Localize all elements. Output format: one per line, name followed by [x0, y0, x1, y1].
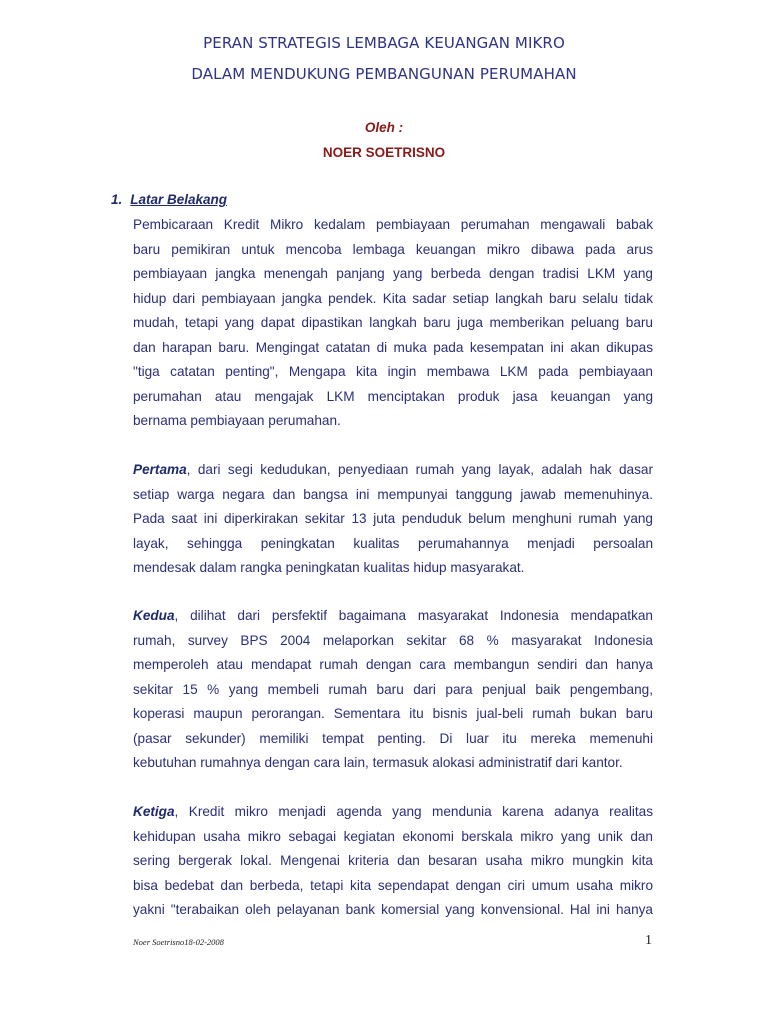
paragraph-lead-word: Kedua — [133, 608, 175, 623]
paragraph-line: yakni "terabaikan oleh pelayanan bank komersial yang konvensional. Hal ini hanya — [133, 902, 653, 917]
document-title-line-2: DALAM MENDUKUNG PEMBANGUNAN PERUMAHAN — [191, 65, 577, 83]
paragraph-line: pembiayaan jangka menengah panjang yang berbeda dengan tradisi LKM yang — [133, 266, 653, 281]
paragraph-line: sekitar 15 % yang membeli rumah baru dari para penjual baik pengembang, — [133, 681, 653, 697]
section-heading-text: Latar Belakang — [130, 192, 228, 207]
footer-author-date: Noer Soetrisno18-02-2008 — [133, 937, 224, 947]
author-by-label: Oleh : — [364, 120, 404, 135]
page-number: 1 — [645, 933, 652, 948]
paragraph-pertama — [133, 458, 653, 581]
paragraph-line: setiap warga negara dan bangsa ini mempunyai tanggung jawab memenuhinya. — [133, 486, 653, 502]
paragraph-ketiga — [133, 800, 653, 923]
paragraph-line: sering bergerak lokal. Mengenai kriteria dan besaran usaha mikro mungkin kita — [133, 853, 653, 868]
paragraph-line: memperoleh atau mendapat rumah dengan cara membangun sendiri dan hanya — [133, 657, 653, 672]
paragraph-lead-word: Ketiga — [133, 804, 175, 819]
paragraph-line: mudah, tetapi yang dapat dipastikan langkah baru juga memberikan peluang baru — [133, 315, 653, 330]
author-name: NOER SOETRISNO — [322, 145, 446, 160]
paragraph-line: Pembicaraan Kredit Mikro kedalam pembiayaan perumahan mengawali babak — [133, 217, 653, 232]
paragraph-line: dan harapan baru. Mengingat catatan di muka pada kesempatan ini akan dikupas — [133, 339, 653, 355]
paragraph-intro — [133, 213, 653, 434]
paragraph-kedua — [133, 604, 653, 776]
paragraph-first-line — [133, 458, 653, 483]
paragraph-first-line-rest: , dilihat dari persfektif bagaimana masyarakat Indonesia mendapatkan — [174, 608, 653, 623]
paragraph-line: Pada saat ini diperkirakan sekitar 13 juta penduduk belum menghuni rumah yang — [133, 511, 653, 526]
paragraph-line: kehidupan usaha mikro sebagai kegiatan ekonomi berskala mikro yang unik dan — [133, 828, 653, 844]
paragraph-first-line — [133, 800, 653, 825]
paragraph-line: bisa bedebat dan berbeda, tetapi kita sependapat dengan ciri umum usaha mikro — [133, 877, 653, 893]
paragraph-line: layak, sehingga peningkatan kualitas perumahannya menjadi persoalan — [133, 535, 653, 551]
paragraph-line: hidup dari pembiayaan jangka pendek. Kita sadar setiap langkah baru selalu tidak — [133, 290, 653, 306]
paragraph-line: baru pemikiran untuk mencoba lembaga keuangan mikro dibawa pada arus — [133, 241, 653, 257]
paragraph-first-line-rest: , dari segi kedudukan, penyediaan rumah yang layak, adalah hak dasar — [186, 462, 653, 477]
paragraph-line: bernama pembiayaan perumahan. — [133, 413, 341, 428]
document-title-line-1: PERAN STRATEGIS LEMBAGA KEUANGAN MIKRO — [203, 34, 565, 52]
paragraph-first-line-rest: , Kredit mikro menjadi agenda yang mendunia karena adanya realitas — [174, 804, 653, 819]
section-heading — [111, 192, 227, 207]
section-number: 1. — [111, 192, 123, 207]
paragraph-line: perumahan atau mengajak LKM menciptakan produk jasa keuangan yang — [133, 388, 653, 404]
paragraph-lead-word: Pertama — [133, 462, 187, 477]
paragraph-line: kebutuhan rumahnya dengan cara lain, termasuk alokasi administratif dari kantor. — [133, 755, 623, 770]
paragraph-line: rumah, survey BPS 2004 melaporkan sekitar 68 % masyarakat Indonesia — [133, 632, 653, 648]
paragraph-line: koperasi maupun perorangan. Sementara itu bisnis jual-beli rumah bukan baru — [133, 706, 653, 721]
paragraph-line: mendesak dalam rangka peningkatan kualitas hidup masyarakat. — [133, 560, 525, 575]
paragraph-line: "tiga catatan penting", Mengapa kita ingin membawa LKM pada pembiayaan — [133, 364, 653, 379]
paragraph-first-line — [133, 604, 653, 629]
paragraph-line: (pasar sekunder) memiliki tempat penting. Di luar itu mereka memenuhi — [133, 730, 653, 746]
